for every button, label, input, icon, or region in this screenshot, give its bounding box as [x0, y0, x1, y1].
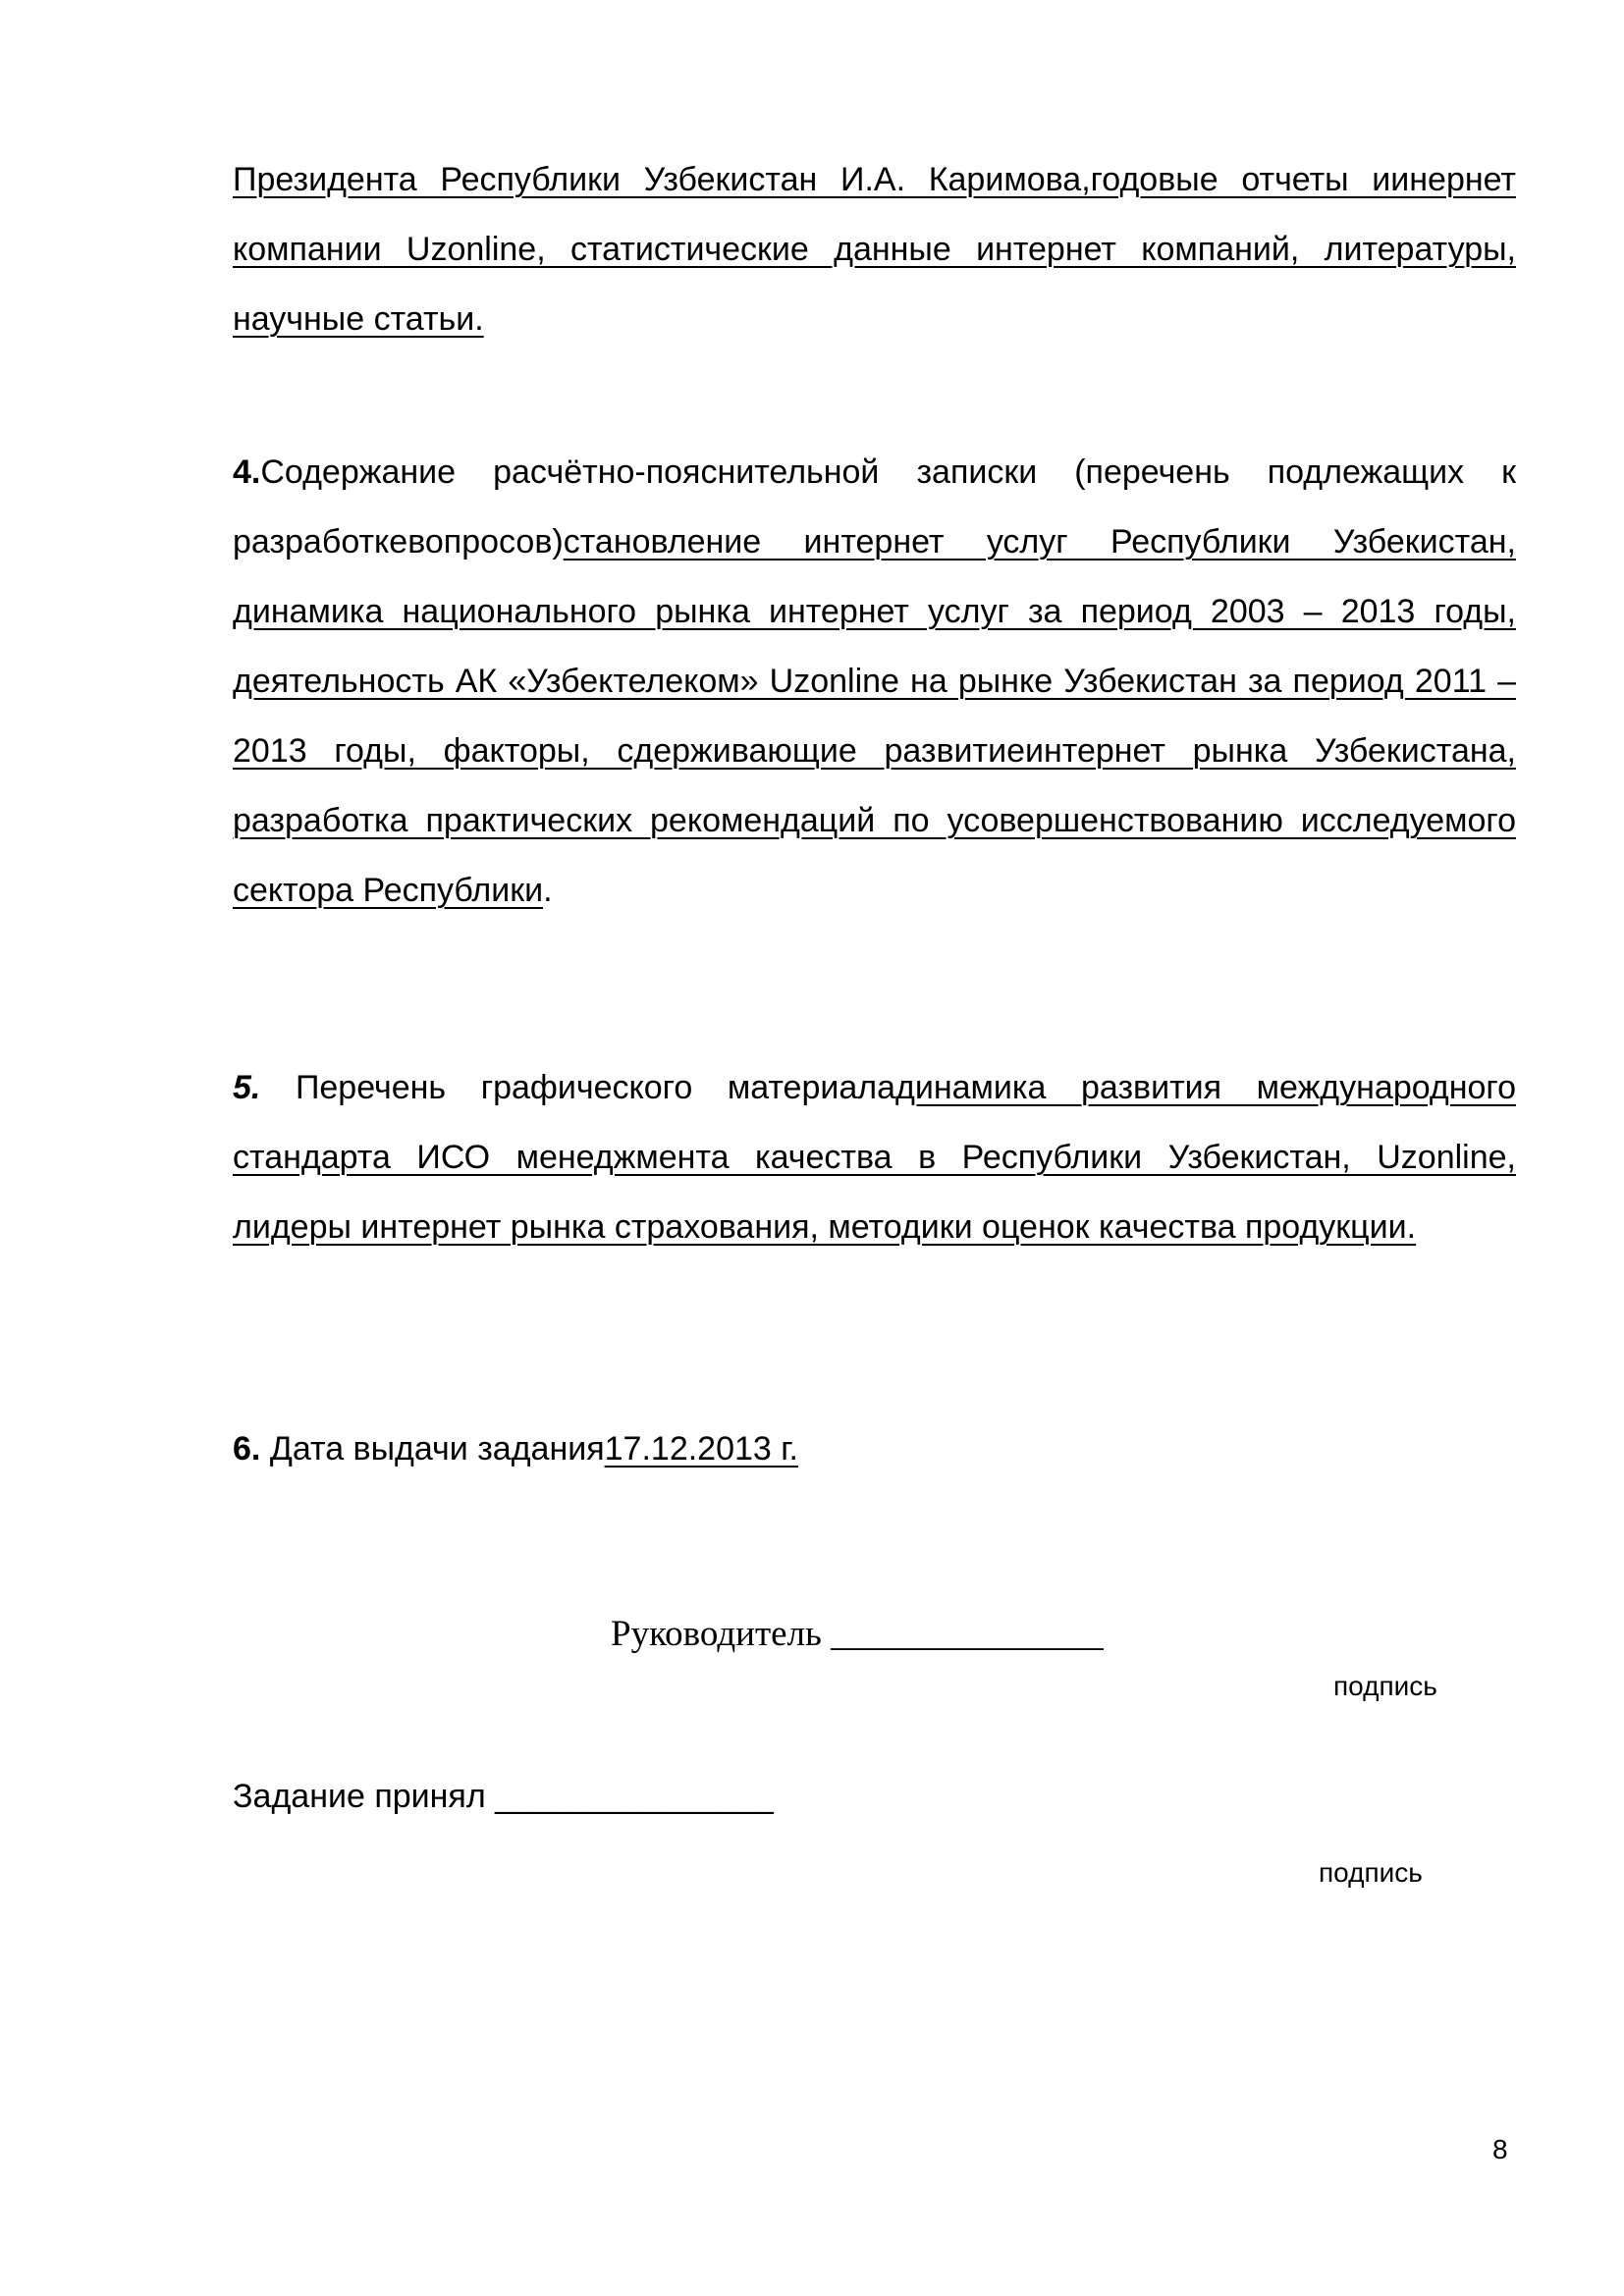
issue-date-label: Дата выдачи задания [269, 1430, 605, 1468]
section-number-6: 6. [233, 1430, 261, 1468]
accepted-signature-caption: подпись [1319, 1857, 1423, 1888]
contents-lead: Содержание расчётно-пояснительной записки (перечень подлежащих к разработкевопросов) [233, 454, 1516, 561]
supervisor-label: Руководитель [611, 1614, 822, 1654]
issue-date-line [233, 1415, 1516, 1484]
contents-trail: . [543, 872, 553, 909]
accepted-blank: _______________ [495, 1778, 774, 1815]
accepted-signature-line [233, 1767, 774, 1826]
graphics-paragraph [233, 1053, 1516, 1262]
graphics-underlined: динамика развития международного стандарта ИСО менеджмента качества в Республики Узбекистан, Uzonline, лидеры интернет рынка страхования, методики оценок качества продукции. [233, 1069, 1516, 1246]
contents-paragraph [233, 438, 1516, 926]
contents-underlined: становление интернет услуг Республики Узбекистан, динамика национального рынка интернет услуг за период 2003 – 2013 годы, деятельность АК «Узбектелеком» Uzonline на рынке Узбекистан за период 2011 – 2013 годы, факторы, сдерживающие развитиеинтернет рынка Узбекистана, разработка практических рекомендаций по усовершенствованию исследуемого сектора Республики [233, 523, 1516, 909]
supervisor-signature-line [611, 1605, 1104, 1664]
accepted-label: Задание принял [233, 1778, 486, 1815]
graphics-lead: Перечень графического материала [295, 1069, 896, 1106]
page-number: 8 [1492, 2134, 1508, 2164]
issue-date-value: 17.12.2013 г. [604, 1430, 798, 1468]
sources-paragraph [233, 145, 1516, 354]
supervisor-blank: _______________ [831, 1614, 1104, 1654]
sources-text: Президента Республики Узбекистан И.А. Каримова,годовые отчеты иинернет компании Uzonline, статистические данные интернет компаний, литературы, научные статьи. [233, 161, 1516, 338]
section-number-4: 4. [233, 454, 261, 491]
section-number-5: 5. [233, 1069, 261, 1106]
supervisor-signature-caption: подпись [1333, 1671, 1437, 1701]
